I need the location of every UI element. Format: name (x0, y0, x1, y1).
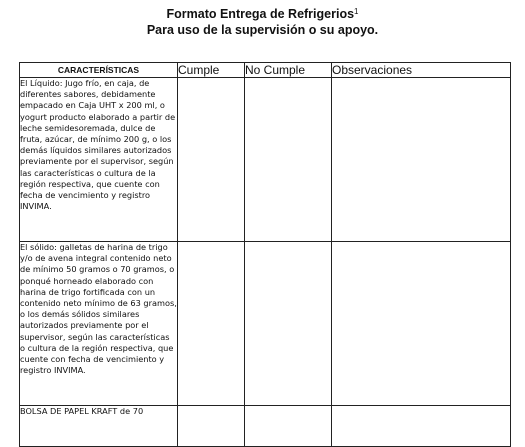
observaciones-cell[interactable] (332, 406, 511, 447)
cumple-cell[interactable] (178, 78, 245, 242)
column-header-characteristics: CARACTERÍSTICAS (20, 63, 178, 78)
refreshment-checklist-table (19, 62, 511, 447)
observaciones-cell[interactable] (332, 242, 511, 406)
characteristic-bag: BOLSA DE PAPEL KRAFT de 70 (20, 406, 178, 447)
table-row (20, 78, 511, 242)
observaciones-cell[interactable] (332, 78, 511, 242)
no-cumple-cell[interactable] (245, 242, 332, 406)
cumple-cell[interactable] (178, 242, 245, 406)
document-subtitle: Para uso de la supervisión o su apoyo. (146, 23, 379, 37)
no-cumple-cell[interactable] (245, 78, 332, 242)
characteristic-solid: El sólido: galletas de harina de trigo y/o de avena integral contenido neto de mínimo 50 gramos o 70 gramos, o ponqué horneado elaborado con harina de trigo fortificada con un contenido neto mínimo de 63 gramos, o los demás sólidos similares autorizados previamente por el supervisor, según las características o cultura de la región respectiva, que cuente con fecha de vencimiento y registro INVIMA. (20, 242, 178, 406)
table-header-row (20, 63, 511, 78)
document-title (0, 6, 525, 22)
table-row (20, 242, 511, 406)
characteristic-liquid: El Líquido: Jugo frío, en caja, de diferentes sabores, debidamente empacado en Caja UHT x 200 ml, o yogurt producto elaborado a partir de leche semidesoremada, dulce de fruta, azúcar, de mínimo 200 g, o los demás líquidos similares autorizados previamente por el supervisor, según las características o cultura de la región respectiva, que cuente con fecha de vencimiento y registro INVIMA. (20, 78, 178, 242)
document-header (0, 6, 525, 38)
table-row (20, 406, 511, 447)
document-title-text: Formato Entrega de Refrigerios (166, 7, 355, 21)
column-header-no-cumple: No Cumple (245, 63, 332, 78)
no-cumple-cell[interactable] (245, 406, 332, 447)
column-header-observaciones: Observaciones (332, 63, 511, 78)
cumple-cell[interactable] (178, 406, 245, 447)
footnote-marker: 1 (354, 7, 359, 16)
column-header-cumple: Cumple (178, 63, 245, 78)
